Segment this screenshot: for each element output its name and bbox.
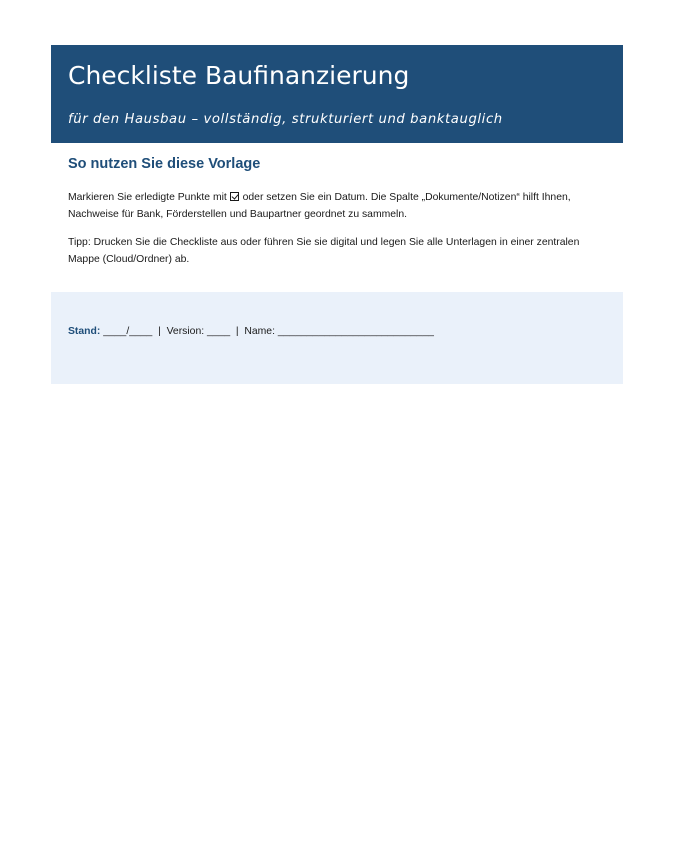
document-subtitle: für den Hausbau – vollständig, strukturiert und banktauglich — [68, 112, 503, 127]
meta-band — [51, 292, 623, 384]
meta-fields: ____/____ | Version: ____ | Name: ___________________________ — [100, 326, 434, 337]
usage-section — [51, 143, 623, 292]
usage-paragraph-2: Tipp: Drucken Sie die Checkliste aus oder führen Sie sie digital und legen Sie alle Unterlagen in einer zentralen Mappe (Cloud/Ordner) ab. — [68, 237, 580, 265]
document-title: Checkliste Baufinanzierung — [68, 61, 410, 90]
stand-label: Stand: — [68, 326, 101, 337]
meta-line — [68, 325, 434, 339]
checked-box-icon — [230, 192, 239, 201]
header-band — [51, 45, 623, 143]
usage-paragraph-1-start: Markieren Sie erledigte Punkte mit — [68, 192, 230, 203]
usage-paragraph-1 — [68, 189, 603, 223]
usage-heading: So nutzen Sie diese Vorlage — [68, 156, 261, 172]
usage-paragraph-1-end: oder setzen Sie ein Datum. Die Spalte „Dokumente/Notizen“ hilft Ihnen, Nachweise für Bank, Förderstellen und Baupartner geordnet zu sammeln. — [68, 192, 571, 220]
